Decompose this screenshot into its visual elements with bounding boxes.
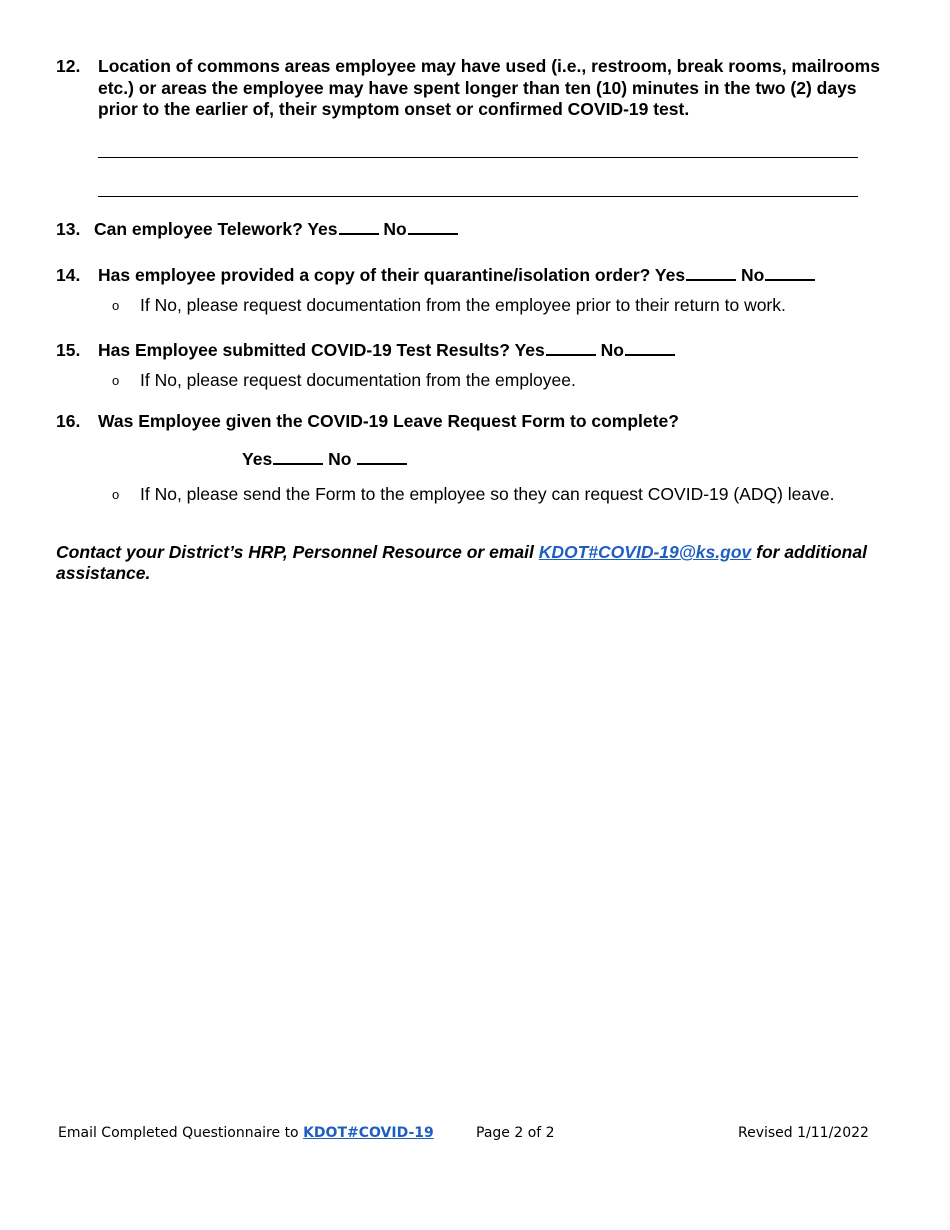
- no-label: No: [740, 265, 765, 285]
- contact-suffix: for additional assistance.: [56, 542, 867, 583]
- yes-blank[interactable]: [686, 278, 736, 281]
- note-15: [112, 370, 576, 392]
- no-label: No: [328, 449, 352, 469]
- bullet-icon: o: [112, 298, 120, 313]
- page-number: Page 2 of 2: [476, 1125, 555, 1141]
- footer-email-link[interactable]: KDOT#COVID-19: [303, 1125, 434, 1141]
- no-label: No: [600, 340, 624, 360]
- contact-prefix: Contact your District’s HRP, Personnel Resource or email: [56, 542, 534, 562]
- no-blank[interactable]: [357, 462, 407, 465]
- note-14: [112, 295, 786, 317]
- question-number: 14.: [56, 265, 81, 285]
- question-12: [56, 56, 896, 121]
- answer-line-1[interactable]: [98, 157, 858, 158]
- yes-blank[interactable]: [273, 462, 323, 465]
- contact-email-link[interactable]: KDOT#COVID-19@ks.gov: [538, 542, 752, 562]
- yes-blank[interactable]: [546, 353, 596, 356]
- note-16: [112, 484, 835, 506]
- question-16: [56, 411, 679, 433]
- no-label: No: [383, 219, 407, 239]
- no-blank[interactable]: [765, 278, 815, 281]
- question-text: Has employee provided a copy of their quarantine/isolation order?: [98, 265, 651, 285]
- question-14: [56, 265, 896, 287]
- yes-blank[interactable]: [339, 232, 379, 235]
- question-text: Location of commons areas employee may have used (i.e., restroom, break rooms, mailrooms etc.) or areas the employee may have spent longer than ten (10) minutes in the two (2) days prior to the earlier of, their symptom onset or confirmed COVID-19 test.: [98, 56, 880, 119]
- question-number: 13.: [56, 219, 81, 239]
- yes-label: Yes: [654, 265, 686, 285]
- no-blank[interactable]: [408, 232, 458, 235]
- answer-16: [242, 449, 407, 471]
- question-number: 15.: [56, 340, 81, 360]
- note-text: If No, please send the Form to the employee so they can request COVID-19 (ADQ) leave.: [140, 484, 835, 504]
- no-blank[interactable]: [625, 353, 675, 356]
- yes-label: Yes: [514, 340, 545, 360]
- question-text: Was Employee given the COVID-19 Leave Request Form to complete?: [98, 411, 679, 431]
- yes-label: Yes: [307, 219, 338, 239]
- yes-label: Yes: [242, 449, 273, 469]
- question-13: [56, 219, 458, 241]
- footer-email: [58, 1124, 434, 1142]
- revised-date: Revised 1/11/2022: [738, 1125, 869, 1141]
- bullet-icon: o: [112, 487, 120, 502]
- question-number: 12.: [56, 56, 81, 76]
- contact-note: [56, 542, 876, 584]
- question-15: [56, 340, 675, 362]
- note-text: If No, please request documentation from the employee prior to their return to work.: [140, 295, 786, 315]
- bullet-icon: o: [112, 373, 120, 388]
- answer-line-2[interactable]: [98, 196, 858, 197]
- question-number: 16.: [56, 411, 81, 431]
- note-text: If No, please request documentation from the employee.: [140, 370, 576, 390]
- question-text: Can employee Telework?: [94, 219, 303, 239]
- footer-email-prefix: Email Completed Questionnaire to: [58, 1125, 299, 1141]
- question-text: Has Employee submitted COVID-19 Test Results?: [98, 340, 511, 360]
